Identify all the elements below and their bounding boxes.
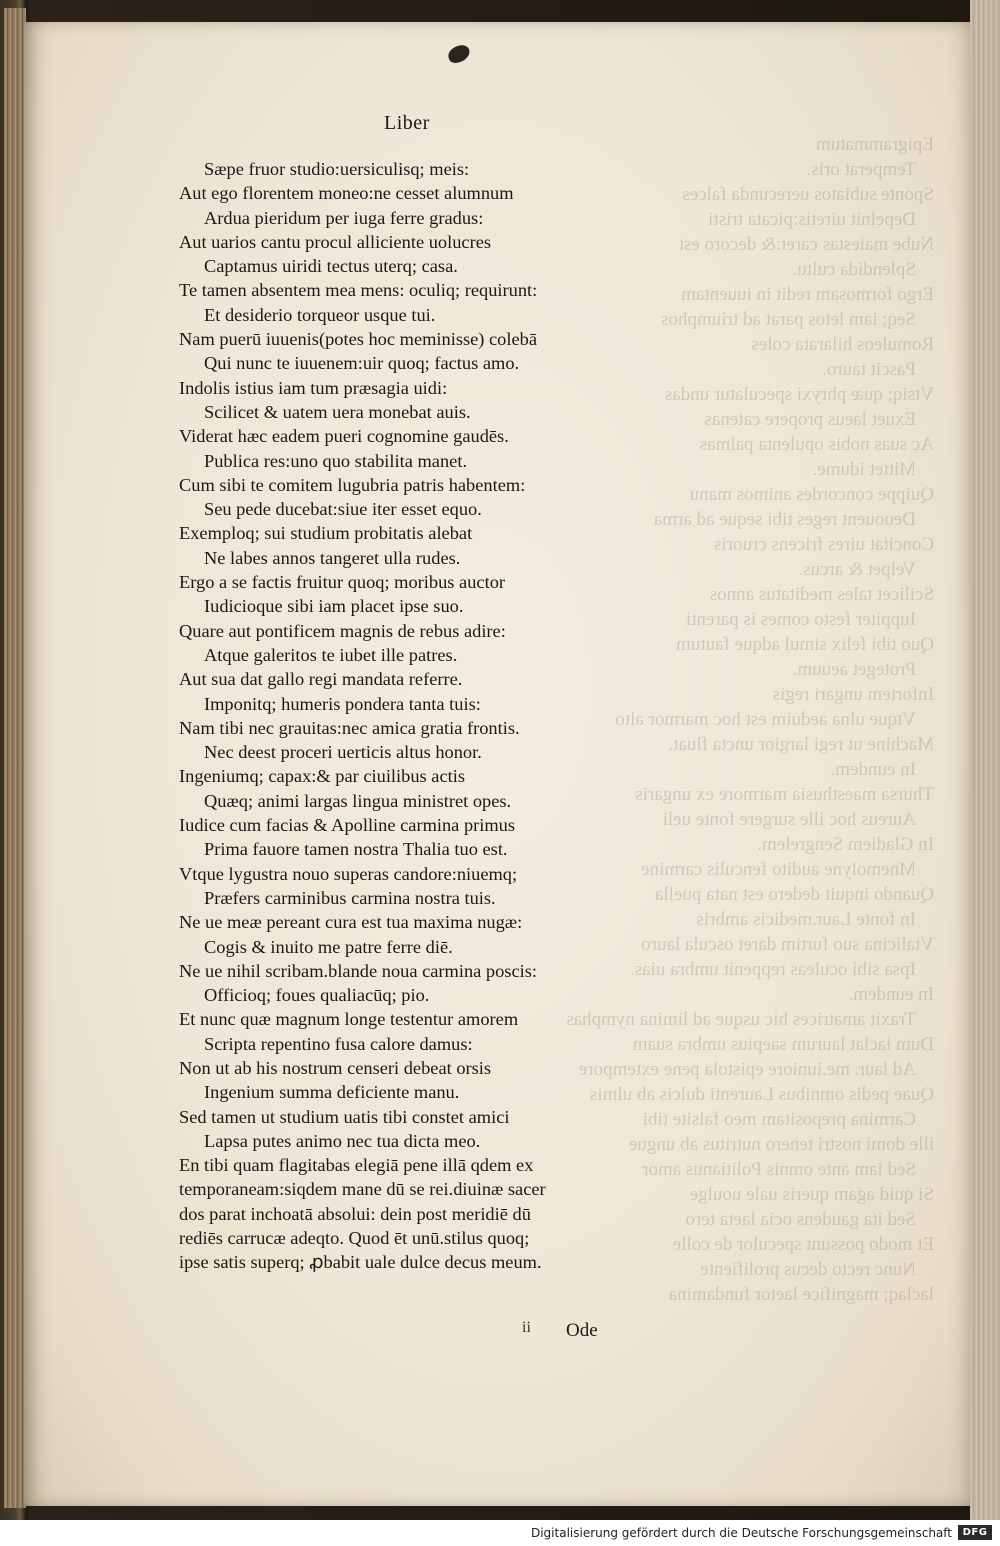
running-head: Liber — [384, 112, 430, 134]
bleed-through-line: Mittet idume. — [812, 459, 916, 480]
bleed-through-line: Exuet laeus propere catenas — [704, 409, 916, 430]
bleed-through-line: Seq; iam letos parat ad triumphos — [661, 309, 916, 330]
binding-page-edges — [4, 8, 26, 1508]
text-line: dos parat inchoatā absolui: dein post meridiē dū — [179, 1203, 531, 1224]
text-line: Ingenium summa deficiente manu. — [204, 1082, 460, 1103]
text-line: Publica res:uno quo stabilita manet. — [204, 450, 468, 471]
text-line: Imponitq; humeris pondera tanta tuis: — [204, 693, 481, 714]
text-line: Atque galeritos te iubet ille patres. — [204, 644, 458, 665]
bleed-through-line: Sponte subiatos uerecunda falces — [682, 184, 934, 205]
digitization-footer — [0, 1520, 1000, 1546]
bleed-through-line: Vtque ulna aeduim est hoc marmor alto — [615, 709, 916, 730]
text-line: temporaneam:siqdem mane dū se rei.diuinæ sacer — [179, 1179, 546, 1200]
text-line: Indolis istius iam tum præsagia uidi: — [179, 377, 448, 398]
text-line: Et nunc quæ magnum longe testentur amorem — [179, 1009, 519, 1030]
text-line: Et desiderio torqueor usque tui. — [204, 304, 436, 325]
text-line: Nam puerū iuuenis(potes hoc meminisse) colebā — [179, 329, 538, 350]
signature-mark: ii — [522, 1319, 531, 1336]
text-line: Ne ue meæ pereant cura est tua maxima nugæ: — [179, 912, 523, 933]
text-line: Iudice cum facias & Apolline carmina primus — [179, 815, 516, 836]
bleed-through-line: Quae pedis omnibus Laurenti dulcis ab ulmis — [589, 1084, 934, 1105]
text-line: Iudicioque sibi iam placet ipse suo. — [204, 596, 464, 617]
bleed-through-line: Ipsa sibi oculeas reppenit umbra uias. — [630, 959, 916, 980]
dfg-logo-icon: DFG — [958, 1525, 992, 1540]
bleed-through-line: Epigrammatum — [815, 134, 934, 155]
text-line: Scilicet & uatem uera monebat auis. — [204, 401, 471, 422]
bleed-through-line: Velpet & arcus. — [798, 559, 916, 580]
bleed-through-line: Et modo possunt speculor de colle — [672, 1234, 934, 1255]
bleed-through-line: laclaq; magnifice laetor fundamina — [668, 1284, 934, 1305]
bleed-through-line: In Gladiem Sengrelem. — [757, 834, 934, 855]
bleed-through-text — [566, 132, 934, 1382]
text-line: Nam tibi nec grauitas:nec amica gratia frontis. — [179, 717, 520, 738]
bleed-through-line: Temperat oris. — [806, 159, 916, 180]
funding-credit: Digitalisierung gefördert durch die Deutsche Forschungsgemeinschaft — [530, 1526, 952, 1540]
bleed-through-line: Proteget aeuum. — [792, 659, 916, 680]
text-line: Quæq; animi largas lingua ministret opes. — [204, 790, 512, 811]
text-line: Nec deest proceri uerticis altus honor. — [204, 742, 482, 763]
bleed-through-line: Romuleos hilarata coles — [751, 334, 934, 355]
fore-edge-pages — [970, 0, 1000, 1520]
bleed-through-line: Quando inquit dedero est nata puella — [654, 884, 934, 905]
text-line: ipse satis superq; ꝓbabit uale dulce decus meum. — [179, 1252, 542, 1273]
text-line: Captamus uiridi tectus uterq; casa. — [204, 256, 458, 277]
bleed-through-line: Sed ita gaudens ocia laeta tero — [685, 1209, 916, 1230]
bleed-through-line: Infortem ungari regis — [772, 684, 934, 705]
text-line: Ergo a se factis fruitur quoq; moribus auctor — [179, 572, 506, 593]
bleed-through-line: Machine ut regi largior uncta fluat. — [668, 734, 934, 755]
bleed-through-line: ille domi nostri tenero nutritus ab ungue — [628, 1134, 934, 1155]
bleed-through-line: Ergo formosam redit in iuuentam — [681, 284, 934, 305]
bleed-through-line: Si quid agam queris uale uoulge — [689, 1184, 934, 1205]
bleed-through-line: Nube maiestas caret:& decoro est — [678, 234, 934, 255]
bleed-through-line: Vtsiq; quæ phryxi speculatur undas — [664, 384, 934, 405]
bleed-through-line: Depelnit uiretis:picata tristi — [708, 209, 916, 230]
bleed-through-line: In eundem. — [848, 984, 934, 1005]
text-line: Ne labes annos tangeret ulla rudes. — [204, 547, 461, 568]
bleed-through-line: Quippe concordes animos manu — [689, 484, 934, 505]
text-line: Seu pede ducebat:siue iter esset equo. — [204, 499, 482, 520]
text-line: Lapsa putes animo nec tua dicta meo. — [204, 1130, 481, 1151]
bleed-through-line: Dum iaclat laurum saepius umbra suam — [632, 1034, 934, 1055]
bleed-through-line: Splendida cultu. — [792, 259, 916, 280]
text-line: Te tamen absentem mea mens: oculiq; requirunt: — [179, 280, 538, 301]
bleed-through-line: Concitat uires fricens cruoris — [713, 534, 934, 555]
text-line: En tibi quam flagitabas elegiā pene illā qdem ex — [179, 1155, 534, 1176]
catchword: Ode — [566, 1320, 598, 1341]
text-line: Ne ue nihil scribam.blande noua carmina poscis: — [179, 960, 537, 981]
text-line: Cum sibi te comitem lugubria patris habentem: — [179, 474, 526, 495]
bleed-through-line: Mnemolyne audito fenculis carmine — [641, 859, 916, 880]
bleed-through-line: Vtalicina suo furtim daret oscula lauro — [641, 934, 934, 955]
text-line: Ardua pieridum per iuga ferre gradus: — [204, 207, 484, 228]
bleed-through-line: Iuppiter festo comes is parenti — [685, 609, 916, 630]
bleed-through-line: Traxit amatrices hic usque ad limina nymphas — [566, 1009, 916, 1030]
bleed-through-line: Quo tibi felix simul adque fautum — [675, 634, 934, 655]
bleed-through-line: Ad laur. me.iuniore epistola pene extempore — [578, 1059, 916, 1080]
bleed-through-line: Scilicet tales meditatus annos — [709, 584, 934, 605]
text-line: Aut ego florentem moneo:ne cesset alumnum — [179, 183, 514, 204]
text-line: Aut sua dat gallo regi mandata referre. — [179, 669, 463, 690]
bleed-through-line: Thursa maesthusia marmore ex ungaris — [635, 784, 934, 805]
bleed-through-line: Pascit tauro. — [822, 359, 916, 380]
text-line: Cogis & inuito me patre ferre diē. — [204, 936, 453, 957]
text-line: Ingeniumq; capax:& par ciuilibus actis — [179, 766, 465, 787]
text-line: Scripta repentino fusa calore damus: — [204, 1033, 473, 1054]
bleed-through-line: Sed iam ante omnis Politianus amor — [642, 1159, 916, 1180]
bleed-through-line: In fonte Laur.medicis ambris — [696, 909, 916, 930]
text-line: Exemploq; sui studium probitatis alebat — [179, 523, 473, 544]
text-line: rediēs carrucæ adeqto. Quod ēt unū.stilus quoq; — [179, 1228, 530, 1249]
bleed-through-line: Ac suas nobis opulenta palmas — [699, 434, 934, 455]
text-line: Aut uarios cantu procul alliciente uolucres — [179, 231, 492, 252]
bleed-through-line: Deuouent reges tibi seque ad arma — [653, 509, 916, 530]
text-line: Prima fauore tamen nostra Thalia tuo est. — [204, 839, 508, 860]
bleed-through-line: Carmina prepositam meo falsite tibi — [642, 1109, 916, 1130]
text-line: Qui nunc te iuuenem:uir quoq; factus amo. — [204, 353, 520, 374]
text-line: Sæpe fruor studio:uersiculisq; meis: — [204, 159, 470, 179]
text-line: Viderat hæc eadem pueri cognomine gaudēs. — [179, 426, 509, 447]
text-line: Non ut ab his nostrum censeri debeat orsis — [179, 1057, 492, 1078]
text-line: Officioq; foues qualiacūq; pio. — [204, 985, 430, 1006]
text-line: Præfers carminibus carmina nostra tuis. — [204, 887, 496, 908]
text-line: Sed tamen ut studium uatis tibi constet amici — [179, 1106, 510, 1127]
bleed-through-line: Aureus hoc ille surgere fonte ueli — [662, 809, 916, 830]
book-page — [24, 22, 970, 1506]
poem-text-block — [179, 157, 609, 1275]
bleed-through-line: Nunc recto decus prolifiente — [700, 1259, 916, 1280]
bleed-through-line: In eundem. — [830, 759, 916, 780]
text-line: Quare aut pontificem magnis de rebus adire: — [179, 620, 506, 641]
text-line: Vtque lygustra nouo superas candore:niuemq; — [179, 863, 518, 884]
ink-blot-ornament — [446, 43, 472, 65]
